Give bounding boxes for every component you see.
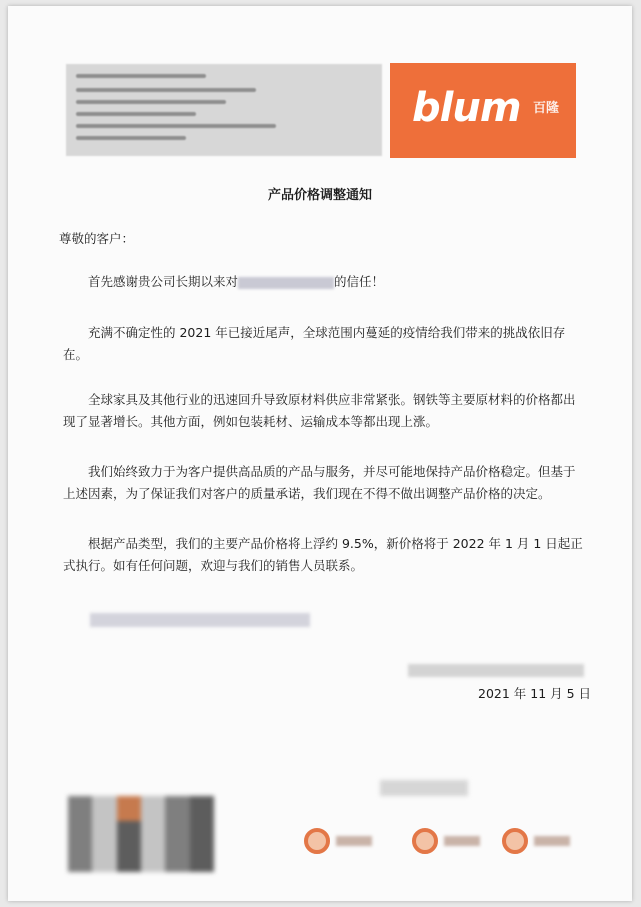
paragraph-uncertainty: 充满不确定性的 2021 年已接近尾声，全球范围内蔓延的疫情给我们带来的挑战依旧存在。 bbox=[63, 325, 566, 362]
signature-company-redacted bbox=[408, 664, 584, 677]
closing-remark-redacted bbox=[90, 613, 310, 627]
letter-page bbox=[8, 6, 632, 901]
paragraph-thanks-after: 的信任！ bbox=[334, 274, 385, 289]
paragraph-materials: 全球家具及其他行业的迅速回升导致原材料供应非常紧张。钢铁等主要原材料的价格都出现了显著增长。其他方面，例如包装耗材、运输成本等都出现上涨。 bbox=[63, 392, 576, 429]
badge-icon bbox=[412, 828, 438, 854]
qr-code-redacted bbox=[68, 796, 214, 872]
company-info-redacted bbox=[66, 64, 382, 156]
paragraph-price-change: 根据产品类型，我们的主要产品价格将上浮约 9.5%，新价格将于 2022 年 1 月 1 日起正式执行。如有任何问题，欢迎与我们的销售人员联系。 bbox=[63, 536, 583, 573]
logo-wordmark: blum bbox=[412, 85, 521, 131]
salutation: 尊敬的客户： bbox=[59, 231, 135, 246]
certification-badge bbox=[412, 826, 480, 856]
redacted-company-name bbox=[238, 277, 334, 289]
badge-icon bbox=[502, 828, 528, 854]
paragraph-commitment: 我们始终致力于为客户提供高品质的产品与服务，并尽可能地保持产品价格稳定。但基于上述因素，为了保证我们对客户的质量承诺，我们现在不得不做出调整产品价格的决定。 bbox=[63, 464, 576, 501]
notice-title: 产品价格调整通知 bbox=[267, 188, 372, 203]
certification-badge bbox=[304, 826, 372, 856]
paragraph-thanks bbox=[63, 271, 585, 293]
footer-code-redacted bbox=[380, 780, 468, 796]
logo-chinese: 百隆 bbox=[533, 101, 560, 116]
blum-logo bbox=[390, 63, 576, 158]
certification-badge bbox=[502, 826, 570, 856]
letter-date: 2021 年 11 月 5 日 bbox=[478, 686, 592, 701]
paragraph-thanks-before: 首先感谢贵公司长期以来对 bbox=[88, 274, 239, 289]
badge-icon bbox=[304, 828, 330, 854]
